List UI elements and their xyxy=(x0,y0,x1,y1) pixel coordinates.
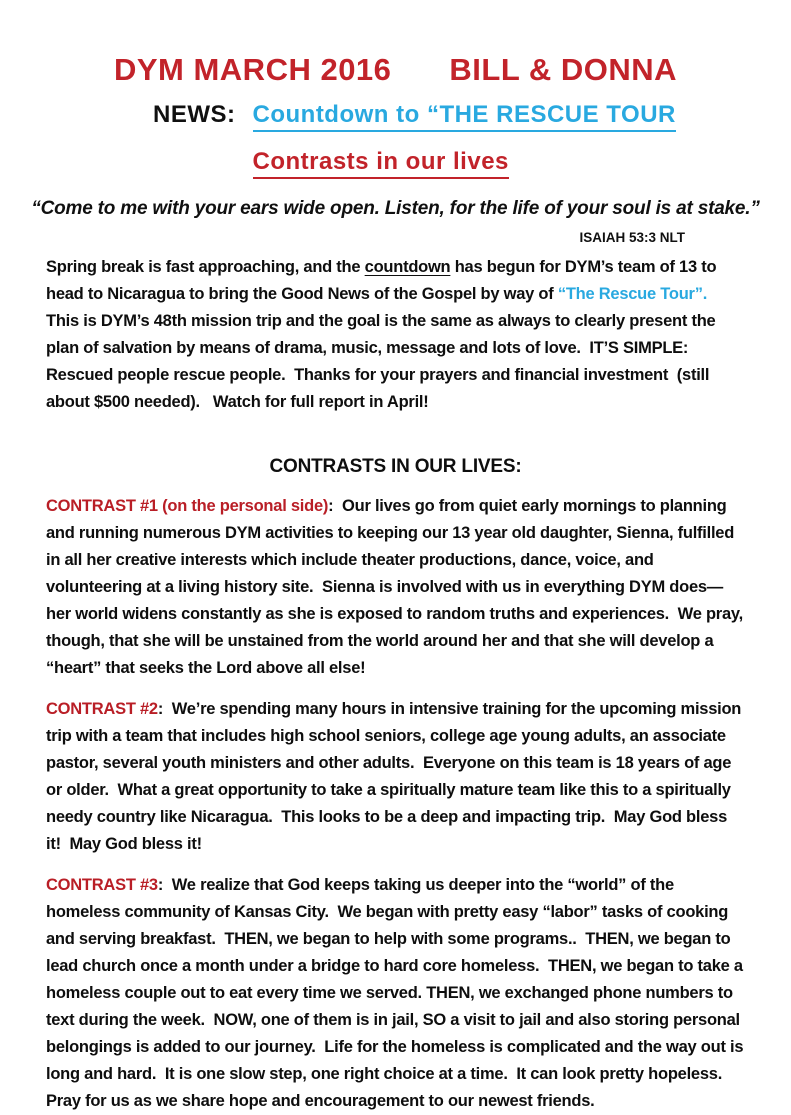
page-title xyxy=(0,0,791,85)
contrast-1-separator: : xyxy=(328,497,334,516)
scripture-reference: ISAIAH 53:3 NLT xyxy=(579,230,685,246)
intro-text-pre: Spring break is fast approaching, and the xyxy=(46,258,365,277)
intro-text-mid: has begun for DYM’s team of 13 to head to Nicaragua to bring the Good News of the Gospel by way of xyxy=(46,258,721,304)
headlines xyxy=(253,102,676,179)
body-text xyxy=(0,254,791,1115)
contrast-2-separator: : xyxy=(157,700,164,719)
contrast-2-paragraph xyxy=(46,696,745,858)
rescue-tour-highlight: “The Rescue Tour”. xyxy=(557,285,708,304)
news-header xyxy=(0,102,791,179)
headline-contrasts: Contrasts in our lives xyxy=(253,149,509,179)
contrast-3-paragraph xyxy=(46,872,748,1115)
title-month: DYM MARCH 2016 xyxy=(113,52,392,87)
news-label: NEWS: xyxy=(153,101,236,128)
contrast-3-label: CONTRAST #3 xyxy=(46,876,158,895)
title-authors: BILL & DONNA xyxy=(449,52,678,87)
section-heading: CONTRASTS IN OUR LIVES: xyxy=(269,456,522,478)
countdown-underlined-word: countdown xyxy=(364,258,451,277)
contrast-1-text: Our lives go from quiet early mornings to planning and running numerous DYM activities to keeping our 13 year old daughter, Sienna, fulfilled in all her creative interests which include theater productions, dance, voice, and volunteering at a living history site. Sienna is involved with us in everything DYM does—her world widens constantly as she is exposed to random truths and experiences. We pray, though, that she will be unstained from the world around her and that she will develop a “heart” that seeks the Lord above all else! xyxy=(46,497,748,678)
contrast-3-separator: : xyxy=(157,876,164,895)
scripture-quote: “Come to me with your ears wide open. Listen, for the life of your soul is at stake.” xyxy=(31,198,760,220)
headline-rescue-tour: Countdown to “THE RESCUE TOUR xyxy=(253,102,676,132)
contrast-1-label: CONTRAST #1 (on the personal side) xyxy=(46,497,329,516)
contrast-3-text: We realize that God keeps taking us deeper into the “world” of the homeless community of Kansas City. We began with pretty easy “labor” tasks of cooking and serving breakfast. THEN, we began to help with some programs.. THEN, we began to lead church once a month under a bridge to hard core homeless. THEN, we began to take a homeless couple out to eat every time we served. THEN, we exchanged phone numbers to text during the week. NOW, one of them is in jail, SO a visit to jail and also storing personal belongings is added to our journey. Life for the homeless is complicated and the way out is long and hard. It is one slow step, one right choice at a time. It can look pretty hopeless. Pray for us as we share hope and encouragement to our newest friends. xyxy=(46,876,748,1111)
contrast-2-label: CONTRAST #2 xyxy=(46,700,158,719)
intro-text-post: This is DYM’s 48th mission trip and the goal is the same as always to clearly present the plan of salvation by means of drama, music, message and lots of love. IT’S SIMPLE: Rescued people rescue people. Thanks for your prayers and financial investment (still about $500 needed). Watch for full report in April! xyxy=(46,285,720,412)
intro-paragraph xyxy=(46,254,745,416)
contrast-1-paragraph xyxy=(46,493,748,682)
contrast-2-text: We’re spending many hours in intensive training for the upcoming mission trip with a team that includes high school seniors, college age young adults, an associate pastor, several youth ministers and other adults. Everyone on this team is 18 years of age or older. What a great opportunity to take a spiritually mature team like this to a spiritually needy country like Nicaragua. This looks to be a deep and impacting trip. May God bless it! May God bless it! xyxy=(46,700,746,854)
